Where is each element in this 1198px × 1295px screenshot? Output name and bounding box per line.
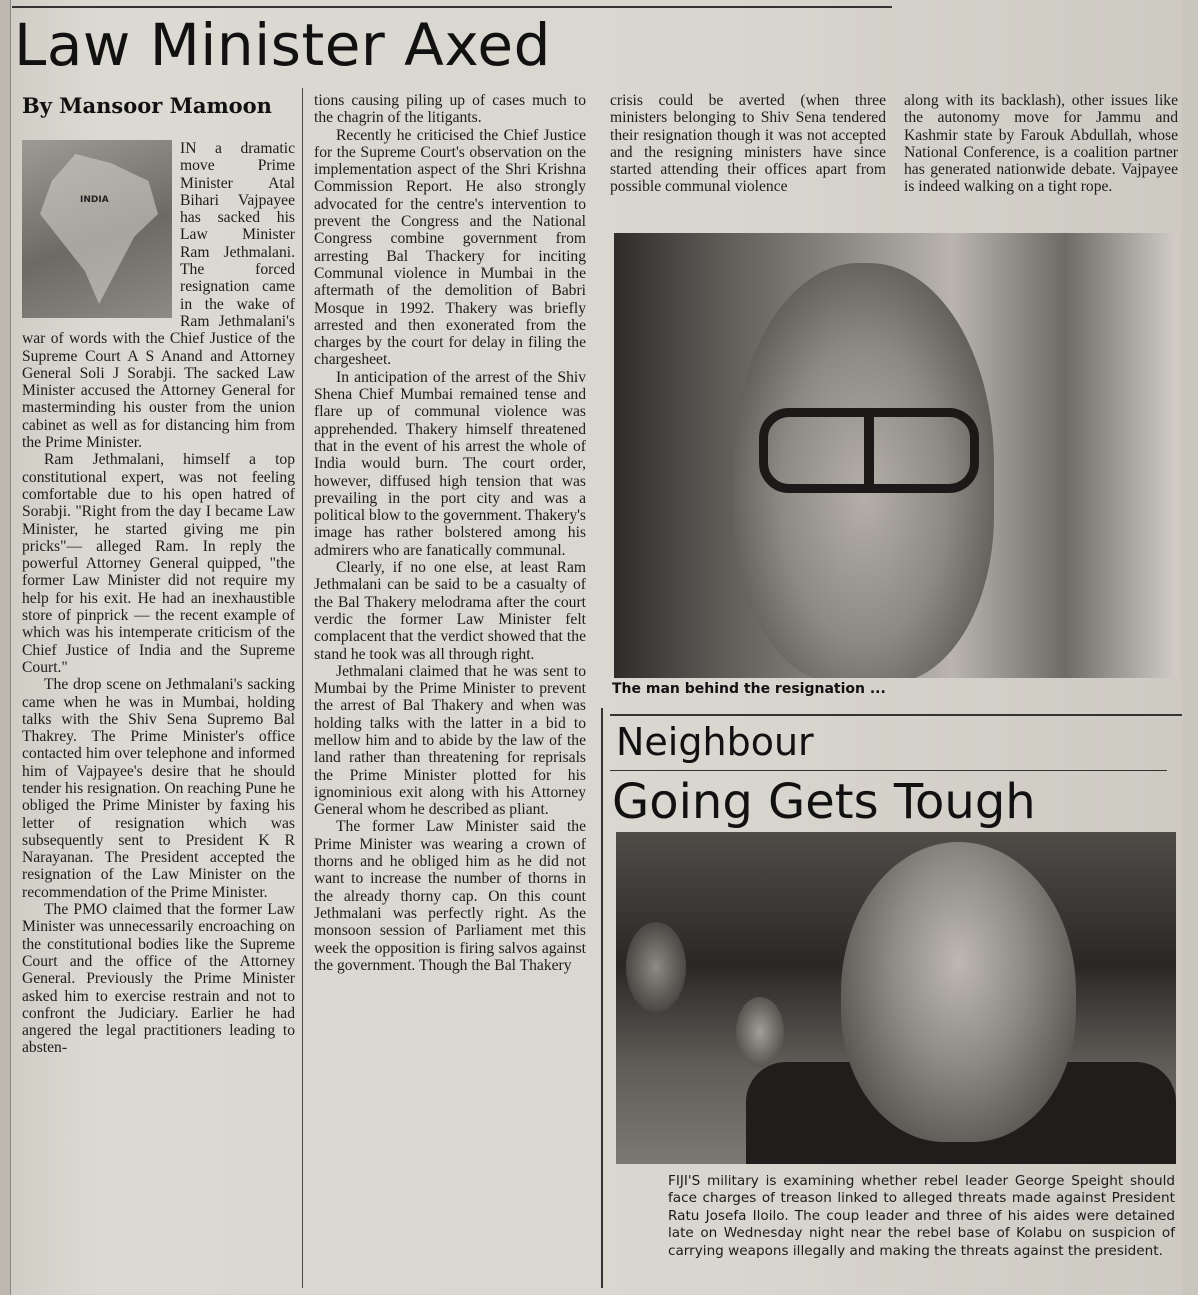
map-label: INDIA bbox=[80, 195, 109, 205]
article-byline: By Mansoor Mamoon bbox=[22, 93, 272, 118]
section-rule-2 bbox=[610, 770, 1167, 771]
section-divider bbox=[601, 708, 603, 1288]
article-column-1 bbox=[22, 140, 295, 1288]
photo2-caption: FIJI'S military is examining whether rebel leader George Speight should face charges of treason linked to alleged threats made against President Ratu Josefa Iloilo. The coup leader and three of his aides were detained late on Wednesday night near the rebel base of Kolabu on suspicion of carrying weapons illegally and making the threats against the president. bbox=[668, 1173, 1175, 1259]
article-column-3 bbox=[610, 92, 886, 230]
paragraph: In anticipation of the arrest of the Shiv Shena Chief Mumbai remained tense and flare up of communal violence was apprehended. Thakery himself threatened that in the event of his arrest the whole of India would burn. The court order, however, diffused high tension that was prevailing in the port city and was a political blow to the government. Thakery's image has rather bolstered among his admirers who are fanatically communal. bbox=[314, 368, 586, 559]
paragraph: IN a dramatic move Prime Minister Atal Bihari Vajpayee has sacked his Law Minister Ram Jethmalani. The forced resignation came in the wake of Ram Jethmalani's war of words with the Chief Justice of the Supreme Court A S Anand and Attorney General Soli J Sorabji. The sacked Law Minister accused the Attorney General for masterminding his ouster from the union cabinet as well as for distancing him from the Prime Minister. bbox=[22, 140, 295, 452]
fiji-headline: Going Gets Tough bbox=[612, 774, 1036, 830]
article-column-2 bbox=[314, 92, 586, 1288]
article-headline: Law Minister Axed bbox=[14, 11, 551, 79]
photo-subject-face bbox=[841, 842, 1076, 1142]
paragraph: crisis could be averted (when three ministers belonging to Shiv Sena tendered their resignation though it was not accepted and the resigning ministers have since started attending their offices apart from possible communal violence bbox=[610, 92, 886, 196]
paragraph: The drop scene on Jethmalani's sacking came when he was in Mumbai, holding talks with the Shiv Sena Supremo Bal Thakrey. The Prime Minister's office contacted him over telephone and informed him of Vajpayee's desire that he should tender his resignation. On reaching Pune he obliged the Prime Minister by faxing his letter of resignation which was subsequently sent to President K R Narayanan. The President accepted the resignation of the Law Minister on the recommendation of the Prime Minister. bbox=[22, 676, 295, 901]
page-edge bbox=[0, 0, 11, 1295]
section-rule bbox=[610, 714, 1182, 716]
paragraph: Jethmalani claimed that he was sent to Mumbai by the Prime Minister to prevent the arrest of Bal Thakery and when was holding talks with the latter in a bid to mellow him and to abide by the law of the land rather than threatening for reprisals the Prime Minister plotted for his ignominious exit along with his Attorney General whom he described as pliant. bbox=[314, 662, 586, 819]
paragraph: Ram Jethmalani, himself a top constitutional expert, was not feeling comfortable due to his open hatred of Sorabji. "Right from the day I became Law Minister, he started giving me pin pricks"— alleged Ram. In reply the powerful Attorney General quipped, "the former Law Minister did not require my help for his exit. He had an inexhaustible store of pinprick — the recent example of which was his intemperate criticism of the Chief Justice of India and the Supreme Court." bbox=[22, 451, 295, 676]
speight-photo bbox=[616, 832, 1176, 1164]
paragraph: tions causing piling up of cases much to the chagrin of the litigants. bbox=[314, 92, 586, 127]
top-rule bbox=[12, 6, 892, 8]
thackeray-photo bbox=[614, 233, 1178, 678]
photo-background-person bbox=[626, 922, 686, 1012]
adjacent-page-edge bbox=[1182, 0, 1198, 1295]
photo-background-person bbox=[736, 997, 784, 1067]
india-map-image bbox=[22, 140, 172, 318]
photo1-caption: The man behind the resignation ... bbox=[612, 681, 886, 697]
paragraph: The PMO claimed that the former Law Minister was unnecessarily encroaching on the constitutional bodies like the Supreme Court and the office of the Attorney General. Previously the Prime Minister asked him to exercise restrain and not to confront the Judiciary. Earlier he had angered the legal practitioners leading to absten- bbox=[22, 901, 295, 1057]
column-divider bbox=[302, 88, 303, 1288]
photo-subject-glasses bbox=[759, 408, 979, 493]
map-outline bbox=[40, 154, 158, 304]
paragraph: Clearly, if no one else, at least Ram Jethmalani can be said to be a casualty of the Bal Thakery melodrama after the court verdic the former Law Minister felt complacent that the verdict showed that the stand he took was all through right. bbox=[314, 559, 586, 663]
article-column-4 bbox=[904, 92, 1178, 230]
paragraph: Recently he criticised the Chief Justice for the Supreme Court's observation on the implementation aspect of the Shri Krishna Commission Report. He also strongly advocated for the centre's intervention to prevent the Congress and the National Congress combine government from arresting Bal Thackery for inciting Communal violence in Mumbai in the aftermath of the demolition of Babri Mosque in 1992. Thakery was briefly arrested and then exonerated from the charges by the court for delay in filing the chargesheet. bbox=[314, 126, 586, 369]
paragraph: along with its backlash), other issues like the autonomy move for Jammu and Kashmir state by Farouk Abdullah, whose National Conference, is a coalition partner has generated nationwide debate. Vajpayee is indeed walking on a tight rope. bbox=[904, 92, 1178, 196]
section-heading: Neighbour bbox=[616, 720, 814, 764]
paragraph: The former Law Minister said the Prime Minister was wearing a crown of thorns and he obliged him as he did not want to increase the number of thorns in the already thorny cap. On this count Jethmalani was perfectly right. As the monsoon session of Parliament met this week the opposition is firing salvos against the government. Though the Bal Thakery bbox=[314, 818, 586, 974]
